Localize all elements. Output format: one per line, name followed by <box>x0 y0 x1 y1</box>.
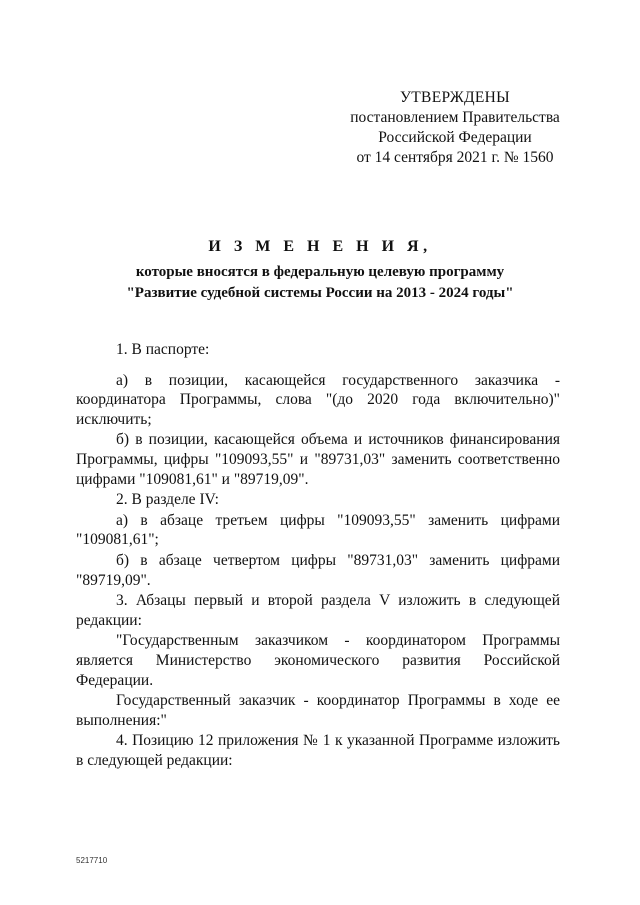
approval-line-2: Российской Федерации <box>378 129 532 146</box>
paragraph: б) в абзаце четвертом цифры "89731,03" заменить цифрами "89719,09". <box>76 551 560 589</box>
paragraph: б) в позиции, касающейся объема и источников финансирования Программы, цифры "109093,55" и "89731,03" заменить соответственно цифрами "109081,61" и "89719,09". <box>76 431 560 488</box>
document-code: 5217710 <box>76 856 108 865</box>
subtitle-line-1: которые вносятся в федеральную целевую программу <box>135 264 505 280</box>
paragraph: а) в абзаце третьем цифры "109093,55" заменить цифрами "109081,61"; <box>76 511 560 549</box>
subtitle-line-2: "Развитие судебной системы России на 2013 - 2024 годы" <box>126 285 514 301</box>
approval-line-1: постановлением Правительства <box>350 109 560 126</box>
approval-date-number: от 14 сентября 2021 г. № 1560 <box>356 149 554 166</box>
paragraph: 2. В разделе IV: <box>116 491 219 509</box>
document-subtitle <box>70 262 570 304</box>
paragraph: 1. В паспорте: <box>116 341 210 358</box>
paragraph: а) в позиции, касающейся государственного заказчика - координатора Программы, слова "(до 2020 года включительно)" исключить; <box>76 371 560 428</box>
document-title: И З М Е Н Е Н И Я, <box>208 238 432 255</box>
approval-stamp <box>330 88 580 168</box>
paragraph: Государственный заказчик - координатор Программы в ходе ее выполнения:" <box>76 692 560 729</box>
approved-label: УТВЕРЖДЕНЫ <box>400 89 510 106</box>
paragraph: "Государственным заказчиком - координатором Программы является Министерство экономического развития Российской Федерации. <box>76 632 560 689</box>
paragraph: 4. Позицию 12 приложения № 1 к указанной Программе изложить в следующей редакции: <box>76 732 560 769</box>
document-body <box>76 340 560 770</box>
paragraph: 3. Абзацы первый и второй раздела V изложить в следующей редакции: <box>76 592 560 629</box>
